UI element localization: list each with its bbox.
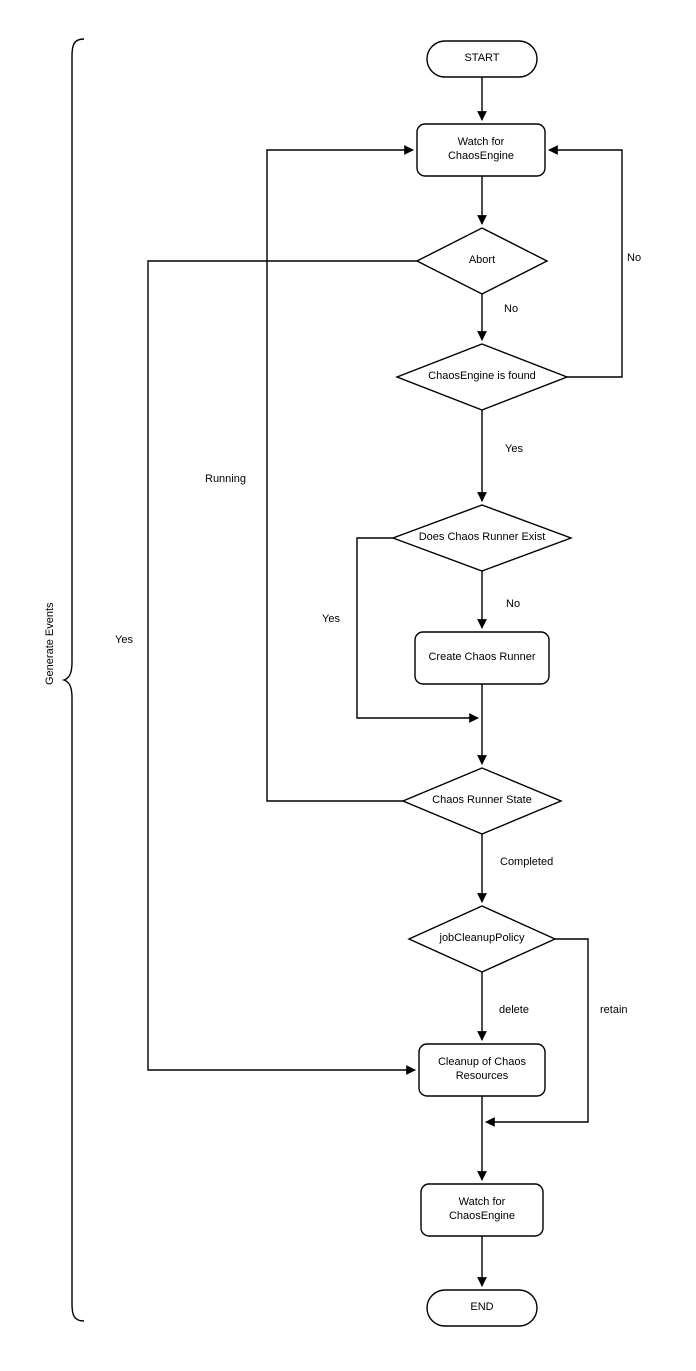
edge-runner-exist-yes-to-join	[357, 538, 478, 718]
node-shape-cleanup-res	[419, 1044, 545, 1096]
node-shape-found	[397, 344, 567, 410]
node-label-cleanup-of-chaos-resources: Cleanup of Chaos Resources	[437, 1056, 527, 1082]
node-label-watch-for-chaosengine-top: Watch for ChaosEngine	[447, 136, 515, 162]
node-shape-abort	[417, 228, 547, 294]
edge-label-abort-yes: Yes	[115, 634, 133, 646]
edge-label-runner-exist-yes: Yes	[322, 613, 340, 625]
node-shape-end	[427, 1290, 537, 1326]
edge-runner-state-running-to-watch1	[267, 150, 413, 801]
node-shape-watch1	[417, 124, 545, 176]
edge-label-runner-state-completed: Completed	[500, 856, 554, 868]
node-label-watch-for-chaosengine-bottom: Watch for ChaosEngine	[448, 1196, 516, 1222]
node-label-chaos-runner-state: Chaos Runner State	[432, 794, 532, 807]
node-label-abort: Abort	[468, 254, 496, 267]
node-label-start: START	[464, 52, 500, 65]
node-shape-runner-exist	[393, 505, 571, 571]
node-shape-watch2	[421, 1184, 543, 1236]
edge-label-runner-state-running: Running	[205, 473, 246, 485]
node-shape-cleanup-policy	[409, 906, 555, 972]
node-shape-create-runner	[415, 632, 549, 684]
generate-events-bracket	[64, 39, 84, 1321]
edge-label-policy-delete: delete	[499, 1004, 529, 1016]
node-label-chaosengine-is-found: ChaosEngine is found	[428, 370, 536, 383]
edge-found-no-to-watch1	[549, 150, 622, 377]
node-label-end: END	[470, 1301, 494, 1314]
node-shape-start	[427, 41, 537, 77]
edge-label-found-no: No	[627, 252, 642, 264]
node-label-create-chaos-runner: Create Chaos Runner	[428, 651, 536, 664]
edge-label-policy-retain: retain	[600, 1004, 628, 1016]
group-label-generate-events: Generate Events	[44, 602, 56, 685]
edge-abort-yes-to-cleanup	[148, 261, 417, 1070]
node-shape-runner-state	[403, 768, 561, 834]
edge-label-runner-exist-no: No	[506, 598, 521, 610]
edge-label-found-yes: Yes	[505, 443, 523, 455]
node-label-does-chaos-runner-exist: Does Chaos Runner Exist	[418, 531, 546, 544]
edge-label-abort-no: No	[504, 303, 519, 315]
node-label-jobcleanuppolicy: jobCleanupPolicy	[439, 932, 525, 945]
